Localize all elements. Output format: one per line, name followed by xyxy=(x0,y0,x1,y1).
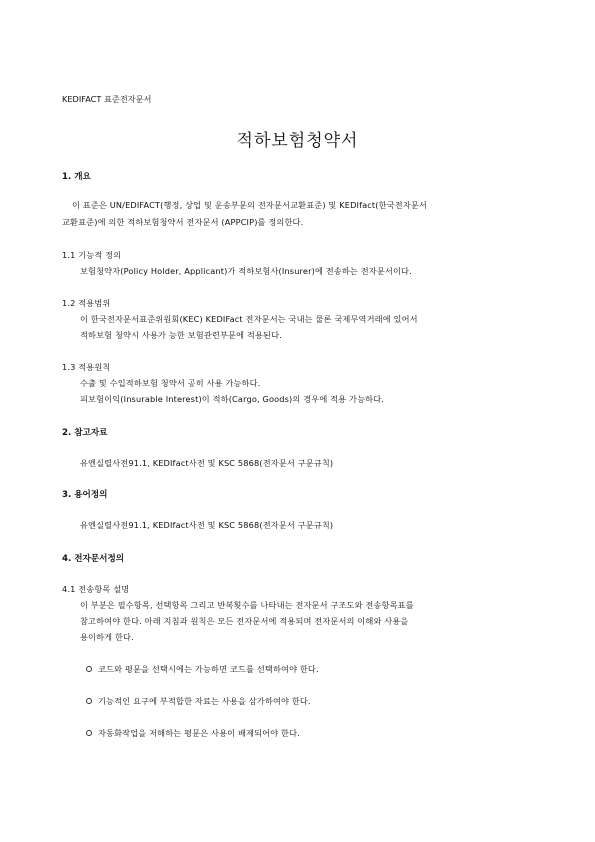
section-4-1-text-line-3: 용이하게 한다. xyxy=(80,632,134,642)
bullet-item xyxy=(86,696,311,707)
section-2-text: 유엔실렬사전91.1, KEDIfact사전 및 KSC 5868(전자문서 구문규칙) xyxy=(80,458,334,468)
section-4-1-title: 4.1 전송항목 설명 xyxy=(62,584,130,594)
bullet-icon xyxy=(86,666,92,672)
page-title: 적하보험청약서 xyxy=(236,131,359,151)
section-4-1-text-line-2: 참고하여야 한다. 아래 지침과 원칙은 모든 전자문서에 적용되며 전자문서의 이해와 사용을 xyxy=(80,616,409,626)
bullet-item xyxy=(86,728,300,739)
section-1-1-text: 보험청약자(Policy Holder, Applicant)가 적하보험사(Insurer)에 전송하는 전자문서이다. xyxy=(80,266,412,276)
section-1-2-title: 1.2 적용범위 xyxy=(62,298,111,308)
section-1-3-title: 1.3 적용원칙 xyxy=(62,362,111,372)
section-4-1-text-line-1: 이 부분은 필수항목, 선택항목 그리고 반복횟수를 나타내는 전자문서 구조도와 전송항목표를 xyxy=(80,600,414,610)
section-1-1-title: 1.1 기능적 정의 xyxy=(62,250,122,260)
bullet-text: 코드와 평문을 선택시에는 가능하면 코드를 선택하여야 한다. xyxy=(98,664,319,674)
bullet-text: 자동화작업을 저해하는 평문은 사용이 배제되어야 한다. xyxy=(98,728,300,738)
section-1-2-text-line-2: 적하보험 청약시 사용가 능한 보험관련부문에 적용된다. xyxy=(80,330,282,340)
section-3-heading: 3. 용어정의 xyxy=(62,490,108,500)
bullet-icon xyxy=(86,698,92,704)
bullet-text: 기능적인 요구에 부적합한 자료는 사용을 삼가하여야 한다. xyxy=(98,696,311,706)
section-1-paragraph-line-2: 교환표준)에 의한 적하보험청약서 전자문서 (APPCIP)를 정의한다. xyxy=(62,217,304,227)
section-1-3-text-line-1: 수출 및 수입적하보험 청약서 공히 사용 가능하다. xyxy=(80,378,261,388)
section-1-3-text-line-2: 피보험이익(Insurable Interest)이 적하(Cargo, Goods)의 경우에 적용 가능하다. xyxy=(80,394,385,404)
section-3-text: 유엔실렬사전91.1, KEDIfact사전 및 KSC 5868(전자문서 구문규칙) xyxy=(80,520,334,530)
section-2-heading: 2. 참고자료 xyxy=(62,428,108,438)
section-1-paragraph-line-1: 이 표준은 UN/EDIFACT(행정, 상업 및 운송부문의 전자문서교환표준) 및 KEDIfact(한국전자문서 xyxy=(72,200,427,210)
bullet-item xyxy=(86,664,319,675)
section-1-2-text-line-1: 이 한국전자문서표준위원회(KEC) KEDIFact 전자문서는 국내는 물론 국제무역거래에 있어서 xyxy=(80,314,418,324)
document-header: KEDIFACT 표준전자문서 xyxy=(62,94,152,104)
bullet-icon xyxy=(86,730,92,736)
section-1-heading: 1. 개요 xyxy=(62,172,91,182)
section-4-heading: 4. 전자문서정의 xyxy=(62,554,125,564)
